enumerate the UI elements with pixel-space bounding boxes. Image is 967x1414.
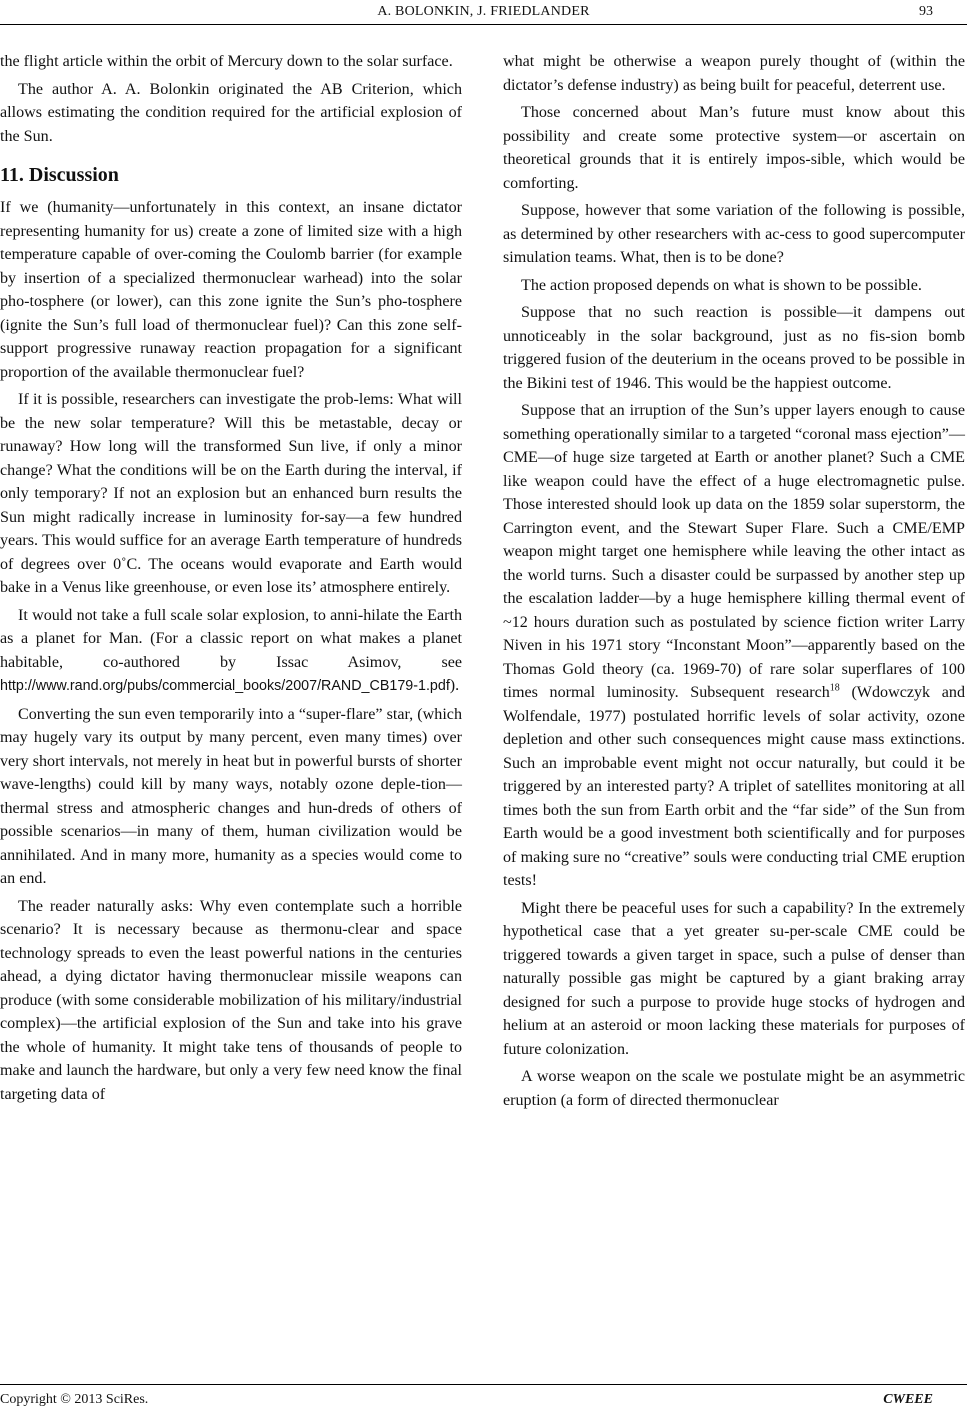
paragraph: Suppose that no such reaction is possible—it dampens out unnoticeably in the solar background, just as no fis-sion bomb triggered fusion of the deuterium in the oceans proved to be possible in the Bikini test of 1946. This would be the happiest outcome. <box>503 304 965 392</box>
paragraph <box>0 604 462 699</box>
paragraph: what might be otherwise a weapon purely thought of (within the dictator’s defense industry) as being built for peaceful, deterrent use. <box>503 53 965 94</box>
paragraph: Those concerned about Man’s future must know about this possibility and create some protective system—or ascertain on theoretical grounds that it is entirely impos-sible, which would be comforting. <box>503 104 965 192</box>
section-heading: 11. Discussion <box>0 164 119 186</box>
report-link[interactable]: http://www.rand.org/pubs/commercial_books/2007/RAND_CB179-1.pdf <box>0 678 450 694</box>
paragraph: A worse weapon on the scale we postulate might be an asymmetric eruption (a form of directed thermonuclear <box>503 1068 965 1109</box>
paragraph-text: ). <box>449 677 460 694</box>
left-column <box>0 50 462 1110</box>
paragraph: If it is possible, researchers can investigate the prob-lems: What will be the new solar temperature? Will this be metastable, decay or runaway? How long will the transformed Sun live, if only a minor change? What the conditions will be on the Earth during the interval, if only temporary? If not an explosion but an enhanced burn results the Sun might radically increase in luminosity for-say—a few hundred years. This would suffice for an average Earth temperature of hundreds of degrees over 0˚C. The oceans would evaporate and Earth would bake in a Venus like greenhouse, or even lose its’ atmosphere entirely. <box>0 391 462 596</box>
reference-marker: 18 <box>829 682 840 694</box>
paragraph: If we (humanity—unfortunately in this context, an insane dictator representing humanity for us) create a zone of limited size with a high temperature capable of over-coming the Coulomb barrier (for example by insertion of a specialized thermonuclear warhead) into the solar pho-tosphere (or lower), can this zone ignite the Sun’s pho-tosphere (ignite the Sun’s full load of thermonuclear fuel)? Can this zone self-support progressive runaway reaction propagation for a significant proportion of the available thermonuclear fuel? <box>0 199 462 381</box>
header-rule <box>0 24 967 25</box>
journal-abbrev: CWEEE <box>883 1392 933 1407</box>
footer-rule <box>0 1384 967 1385</box>
paragraph-text: Suppose that an irruption of the Sun’s upper layers enough to cause something operationally similar to a targeted “coronal mass ejection”—CME—of huge size targeted at Earth or another planet? Such a CME like weapon could have the effect of a huge electromagnetic pulse. Those interested should look up data on the 1859 solar superstorm, the Carrington event, and the Stewart Super Flare. Such a CME/EMP weapon might target one hemisphere while leaving the other intact as the world turns. Such a disaster could be surpassed by another step up the escalation ladder—by a huge hemisphere killing thermal event of ~12 hours duration such as postulated by science fiction writer Larry Niven in his 1971 story “Inconstant Moon”—apparently based on the Thomas Gold theory (ca. 1969-70) of rare solar superflares of 100 times normal luminosity. Subsequent research <box>503 402 965 701</box>
running-head: A. BOLONKIN, J. FRIEDLANDER <box>377 4 590 19</box>
paragraph: the flight article within the orbit of Mercury down to the solar surface. <box>0 53 453 70</box>
paragraph: Converting the sun even temporarily into a “super-flare” star, (which may hugely vary its output by many percent, even many times) over very short intervals, not merely in heat but in powerful bursts of shorter wave-lengths) could kill by many ways, notably ozone deple-tion—thermal stress and atmospheric changes and hun-dreds of others of possible scenarios—in many of them, human civilization would be annihilated. And in many more, humanity as a species would come to an end. <box>0 705 462 887</box>
paragraph: The author A. A. Bolonkin originated the AB Criterion, which allows estimating the condition required for the artificial explosion of the Sun. <box>0 80 462 145</box>
paragraph: Suppose, however that some variation of the following is possible, as determined by other researchers with ac-cess to good supercomputer simulation teams. What, then is to be done? <box>503 202 965 266</box>
paragraph: The action proposed depends on what is shown to be possible. <box>521 276 922 294</box>
paragraph-text: (Wdowczyk and Wolfendale, 1977) postulated horrific levels of solar activity, ozone depletion and other such consequences might cause mass extinctions. Such an improbable event might not occur naturally, but could it be triggered by an interested party? A triplet of satellites monitoring at all times both the sun from Earth orbit and the “far side” of the Sun from Earth would be a good investment both scientifically and for purposes of making sure no “creative” souls were conducting trial CME eruption tests! <box>503 684 966 889</box>
paragraph: Might there be peaceful uses for such a capability? In the extremely hypothetical case that a yet greater su-per-scale CME could be triggered towards a given target in space, such a pulse of denser than naturally possible gas might be captured by a giant braking array designed for such a purpose to provide huge stocks of hydrogen and helium at an asteroid or moon lacking these materials for purposes of future colonization. <box>503 899 965 1058</box>
paragraph <box>503 399 965 893</box>
right-column <box>503 50 965 1116</box>
paragraph-text: It would not take a full scale solar explosion, to anni-hilate the Earth as a planet for Man. (For a classic report on what makes a planet habitable, co-authored by Issac Asimov, see <box>0 606 462 671</box>
copyright: Copyright © 2013 SciRes. <box>0 1392 149 1407</box>
paragraph: The reader naturally asks: Why even contemplate such a horrible scenario? It is necessary because as thermonu-clear and space technology spreads to even the least powerful nations in the centuries ahead, a dying dictator having thermonuclear missile weapons can produce (with some considerable mobilization of his military/industrial complex)—the artificial explosion of the Sun and take into his grave the whole of humanity. It might take tens of thousands of people to make and launch the hardware, but only a very few need know the final targeting data of <box>0 897 462 1103</box>
page-number: 93 <box>919 4 933 19</box>
